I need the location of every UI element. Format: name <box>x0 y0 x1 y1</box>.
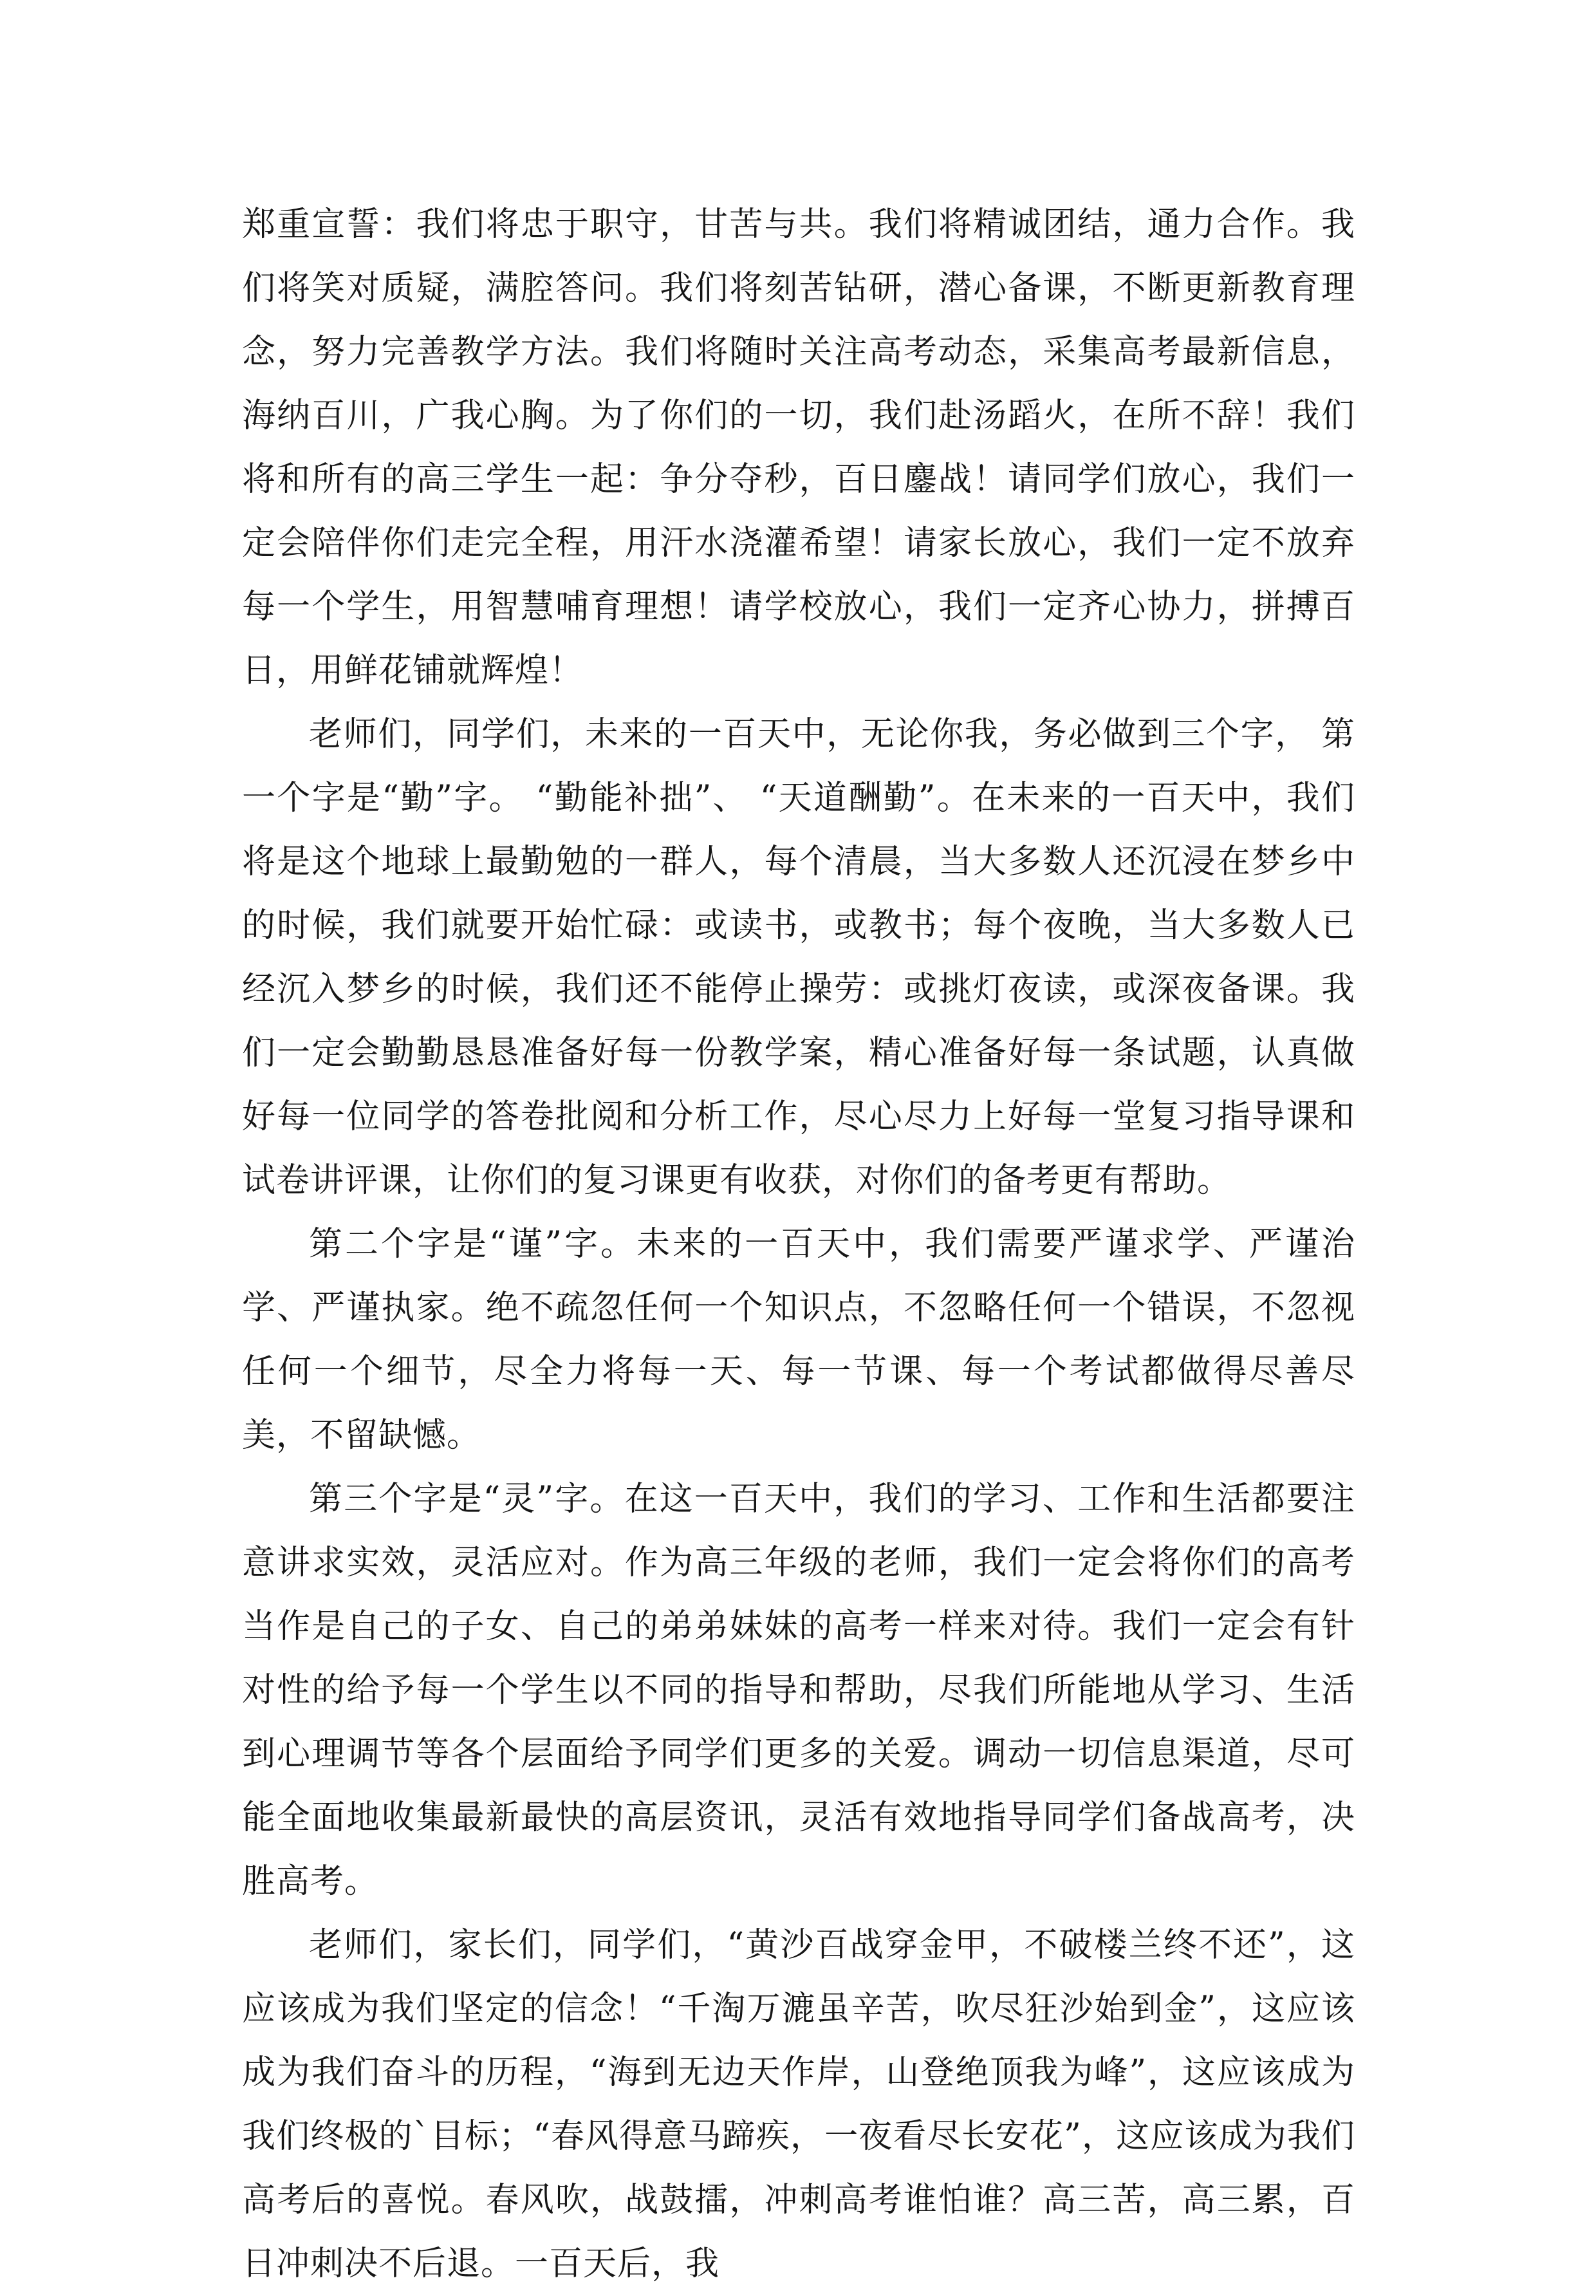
paragraph-diligence: 老师们，同学们，未来的一百天中，无论你我，务必做到三个字， 第一个字是“勤”字。 “勤能补拙”、 “天道酬勤”。在未来的一百天中，我们将是这个地球上最勤勉的一群人，每个清晨，当大多数人还沉浸在梦乡中的时候，我们就要开始忙碌：或读书，或教书；每个夜晚，当大多数人已经沉入梦乡的时候，我们还不能停止操劳：或挑灯夜读，或深夜备课。我们一定会勤勤恳恳准备好每一份教学案，精心准备好每一条试题，认真做好每一位同学的答卷批阅和分析工作，尽心尽力上好每一堂复习指导课和试卷讲评课，让你们的复习课更有收获，对你们的备考更有帮助。 <box>242 715 1355 1200</box>
document-page <box>242 193 1355 2296</box>
paragraph-oath: 郑重宣誓：我们将忠于职守，甘苦与共。我们将精诚团结，通力合作。我们将笑对质疑，满腔答问。我们将刻苦钻研，潜心备课，不断更新教育理念，努力完善教学方法。我们将随时关注高考动态，采集高考最新信息，海纳百川，广我心胸。为了你们的一切，我们赴汤蹈火，在所不辞！我们将和所有的高三学生一起：争分夺秒，百日鏖战！请同学们放心，我们一定会陪伴你们走完全程，用汗水浇灌希望！请家长放心，我们一定不放弃每一个学生，用智慧哺育理想！请学校放心，我们一定齐心协力，拼搏百日，用鲜花铺就辉煌！ <box>242 205 1355 690</box>
paragraph-closing: 老师们，家长们，同学们，“黄沙百战穿金甲，不破楼兰终不还”，这应该成为我们坚定的信念！“千淘万漉虽辛苦，吹尽狂沙始到金”，这应该成为我们奋斗的历程，“海到无边天作岸，山登绝顶我为峰”，这应该成为我们终极的`目标；“春风得意马蹄疾，一夜看尽长安花”，这应该成为我们高考后的喜悦。春风吹，战鼓擂，冲刺高考谁怕谁？高三苦，高三累，百日冲刺决不后退。一百天后，我 <box>242 1926 1355 2283</box>
paragraph-rigor: 第二个字是“谨”字。未来的一百天中，我们需要严谨求学、严谨治学、严谨执家。绝不疏忽任何一个知识点，不忽略任何一个错误，不忽视任何一个细节，尽全力将每一天、每一节课、每一个考试都做得尽善尽美，不留缺憾。 <box>242 1225 1355 1455</box>
paragraph-flexibility: 第三个字是“灵”字。在这一百天中，我们的学习、工作和生活都要注意讲求实效，灵活应对。作为高三年级的老师，我们一定会将你们的高考当作是自己的子女、自己的弟弟妹妹的高考一样来对待。我们一定会有针对性的给予每一个学生以不同的指导和帮助，尽我们所能地从学习、生活到心理调节等各个层面给予同学们更多的关爱。调动一切信息渠道，尽可能全面地收集最新最快的高层资讯，灵活有效地指导同学们备战高考，决胜高考。 <box>242 1480 1355 1901</box>
